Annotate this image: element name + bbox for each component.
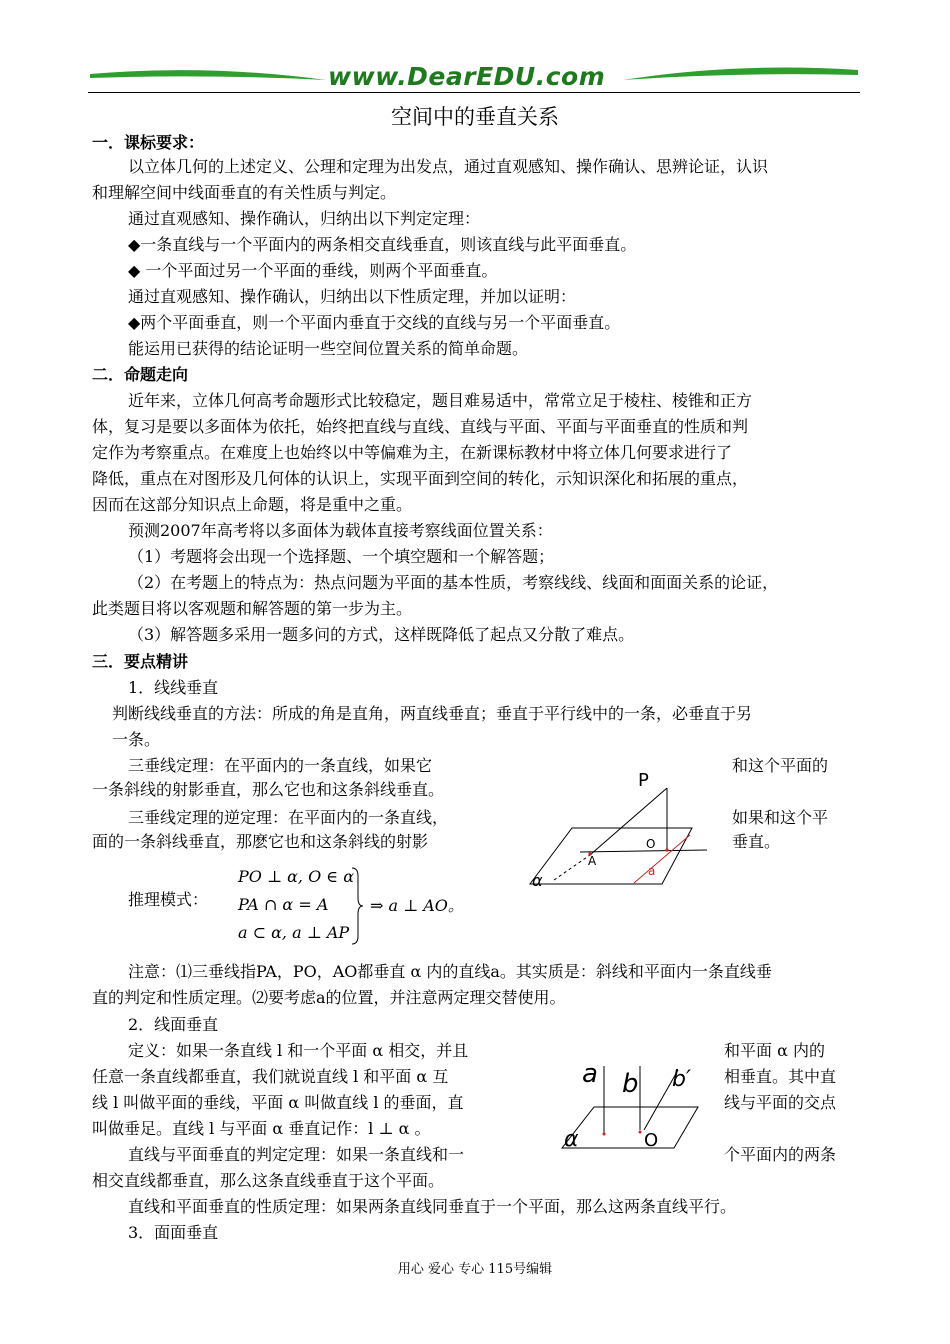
inference-label: 推理模式： [128, 890, 209, 909]
theorem-text: 一条斜线的射影垂直，那么它也和这条斜线垂直。 [92, 780, 445, 799]
theorem-text: 三垂线定理：在平面内的一条直线，如果它 [128, 756, 433, 775]
theorem-text: 直线与平面垂直的判定定理：如果一条直线和一 [128, 1145, 465, 1164]
theorem-text: 个平面内的两条 [724, 1145, 837, 1164]
label-alpha: α [564, 1127, 579, 1152]
theorem-text: 直线和平面垂直的性质定理：如果两条直线同垂直于一个平面，那么这两条直线平行。 [128, 1197, 737, 1216]
formula-line: a ⊂ α, a ⊥ AP [238, 923, 350, 942]
line-a [634, 835, 690, 883]
paragraph: 一条。 [112, 730, 161, 749]
line-plane-figure [556, 1052, 706, 1152]
paragraph: 体，复习是要以多面体为依托，始终把直线与直线、直线与平面、平面与平面垂直的性质和判 [92, 417, 749, 436]
paragraph: 通过直观感知、操作确认，归纳出以下判定定理： [128, 209, 481, 228]
page-footer: 用心 爱心 专心 115号编辑 [397, 1262, 553, 1277]
paragraph: 定作为考察重点。在难度上也始终以中等偏难为主，在新课标教材中将立体几何要求进行了 [92, 443, 733, 462]
page-title: 空间中的垂直关系 [391, 105, 559, 129]
label-b-prime: b′ [672, 1067, 691, 1092]
paragraph: 降低，重点在对图形及几何体的认识上，实现平面到空间的转化，示知识深化和拓展的重点， [92, 469, 749, 488]
formula-line: PO ⊥ α, O ∈ α [238, 867, 355, 886]
definition-text: 任意一条直线都垂直，我们就说直线 l 和平面 α 互 [92, 1067, 449, 1086]
bullet-item: ◆ 一个平面过另一个平面的垂线，则两个平面垂直。 [128, 261, 498, 280]
definition-text: 线 l 叫做平面的垂线，平面 α 叫做直线 l 的垂面，直 [92, 1093, 464, 1112]
formula-conclusion: ⇒ a ⊥ AO。 [370, 896, 464, 915]
section-3-heading: 三．要点精讲 [92, 652, 189, 671]
label-p: P [638, 770, 649, 791]
paragraph: 此类题目将以客观题和解答题的第一步为主。 [92, 599, 413, 618]
header-rule [88, 92, 860, 93]
bullet-item: ◆两个平面垂直，则一个平面内垂直于交线的直线与另一个平面垂直。 [128, 313, 621, 332]
paragraph: 以立体几何的上述定义、公理和定理为出发点，通过直观感知、操作确认、思辨论证，认识 [128, 157, 769, 176]
subheading: 1．线线垂直 [128, 678, 219, 697]
definition-text: 定义：如果一条直线 l 和一个平面 α 相交，并且 [128, 1041, 469, 1060]
label-b: b [622, 1069, 639, 1099]
paragraph: 通过直观感知、操作确认，归纳出以下性质定理，并加以证明： [128, 287, 577, 306]
theorem-text: 垂直。 [732, 832, 781, 851]
list-item: （3）解答题多采用一题多问的方式，这样既降低了起点又分散了难点。 [128, 625, 635, 644]
list-item: （1）考题将会出现一个选择题、一个填空题和一个解答题； [128, 547, 555, 566]
theorem-text: 三垂线定理的逆定理：在平面内的一条直线， [128, 808, 449, 827]
label-o: O [646, 837, 656, 851]
theorem-text: 相交直线都垂直，那么这条直线垂直于这个平面。 [92, 1171, 445, 1190]
definition-text: 相垂直。其中直 [724, 1067, 837, 1086]
label-line-a: a [648, 864, 656, 878]
three-perpendiculars-figure [522, 762, 718, 890]
section-2-heading: 二．命题走向 [92, 365, 189, 384]
list-item: （2）在考题上的特点为：热点问题为平面的基本性质，考察线线、线面和面面关系的论证， [128, 573, 779, 592]
note: 直的判定和性质定理。⑵要考虑a的位置，并注意两定理交替使用。 [92, 988, 566, 1007]
paragraph: 近年来，立体几何高考命题形式比较稳定，题目难易适中，常常立足于棱柱、棱锥和正方 [128, 391, 753, 410]
left-swoosh [90, 70, 326, 80]
definition-text: 和平面 α 内的 [724, 1041, 825, 1060]
label-o: O [644, 1130, 659, 1151]
paragraph: 预测2007年高考将以多面体为载体直接考察线面位置关系： [128, 521, 553, 540]
section-1-heading: 一．课标要求： [92, 133, 205, 152]
label-alpha: α [532, 871, 543, 890]
label-a: a [582, 1059, 598, 1089]
theorem-text: 和这个平面的 [732, 756, 829, 775]
site-logo-text[interactable]: www.DearEDU.com [328, 62, 606, 91]
paragraph: 和理解空间中线面垂直的有关性质与判定。 [92, 183, 397, 202]
theorem-text: 如果和这个平 [732, 808, 829, 827]
label-a-point: A [588, 854, 597, 868]
paragraph: 能运用已获得的结论证明一些空间位置关系的简单命题。 [128, 339, 529, 358]
formula-line: PA ∩ α = A [238, 895, 329, 914]
definition-text: 线与平面的交点 [724, 1093, 837, 1112]
subheading: 3．面面垂直 [128, 1223, 219, 1242]
paragraph: 判断线线垂直的方法：所成的角是直角，两直线垂直；垂直于平行线中的一条，必垂直于另 [112, 704, 753, 723]
theorem-text: 面的一条斜线垂直，那麽它也和这条斜线的射影 [92, 832, 429, 851]
note: 注意：⑴三垂线指PA，PO，AO都垂直 α 内的直线a。其实质是：斜线和平面内一条直线垂 [128, 962, 772, 981]
paragraph: 因而在这部分知识点上命题，将是重中之重。 [92, 495, 413, 514]
right-brace [350, 866, 364, 946]
line-ao [580, 850, 707, 852]
bullet-item: ◆一条直线与一个平面内的两条相交直线垂直，则该直线与此平面垂直。 [128, 235, 637, 254]
right-swoosh [623, 68, 858, 80]
subheading: 2．线面垂直 [128, 1015, 219, 1034]
definition-text: 叫做垂足。直线 l 与平面 α 垂直记作：l ⊥ α 。 [92, 1119, 431, 1138]
